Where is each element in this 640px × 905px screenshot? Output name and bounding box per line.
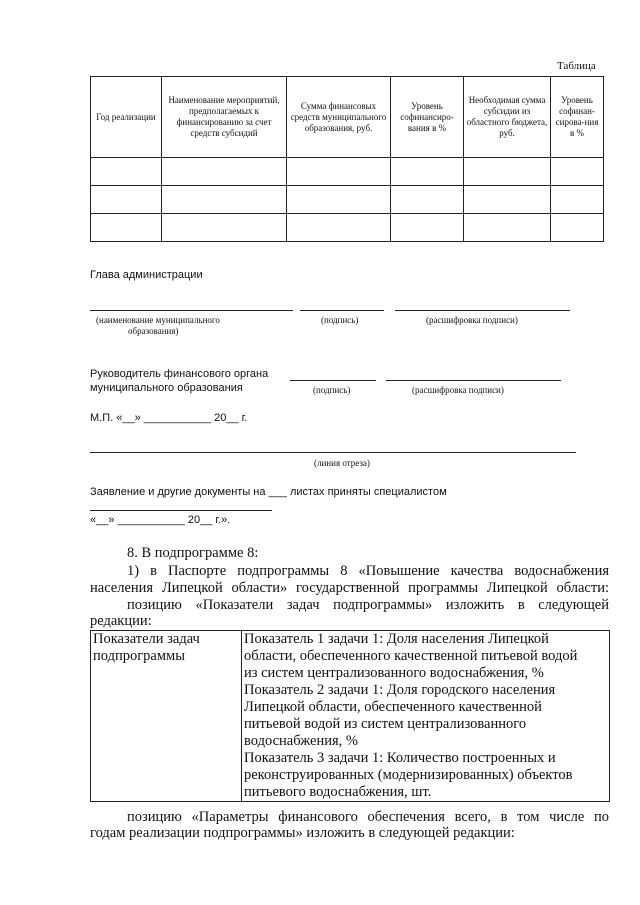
table-row — [91, 631, 610, 802]
stamp-date: М.П. «__» ___________ 20__ г. — [90, 412, 248, 424]
table-row — [91, 158, 604, 186]
indicators-table — [90, 630, 610, 802]
table-header-row — [91, 77, 604, 158]
paragraph-3-line-1: позицию «Параметры финансового обеспечения всего, в том числе по — [127, 809, 609, 825]
indicator-line: области, обеспеченного качественной питьевой водой — [244, 648, 578, 664]
indicator-line: реконструированных (модернизированных) объектов — [244, 767, 573, 783]
indicators-label-line: подпрограммы — [93, 648, 185, 664]
table-row — [91, 186, 604, 214]
indicator-line: Показатель 1 задачи 1: Доля населения Липецкой — [244, 631, 549, 647]
name-caption: (наименование муниципального — [96, 315, 220, 325]
indicator-line: водоснабжения, % — [244, 733, 358, 749]
header-cell: Сумма финансовых средств муниципального образования, руб. — [287, 77, 391, 158]
indicator-line: Показатель 2 задачи 1: Доля городского населения — [244, 682, 556, 698]
header-cell: Наименование мероприятий, предполагаемых к финансированию за счет средств субсидий — [162, 77, 287, 158]
cut-caption: (линия отреза) — [314, 458, 370, 468]
paragraph-1-line-2: населения Липецкой области» государственной программы Липецкой области: — [90, 580, 609, 596]
indicator-line: из систем централизованного водоснабжения, % — [244, 665, 544, 681]
indicator-line: Показатель 3 задачи 1: Количество построенных и — [244, 750, 556, 766]
header-cell: Год реализации — [91, 77, 162, 158]
paragraph-1-line-1: 1) в Паспорте подпрограммы 8 «Повышение качества водоснабжения — [127, 563, 609, 579]
header-cell: Необходимая сумма субсидии из областного бюджета, руб. — [464, 77, 551, 158]
decode-caption: (расшифровка подписи) — [426, 315, 518, 325]
paragraph-3-line-2: годам реализации подпрограммы» изложить в следующей редакции: — [90, 825, 515, 841]
signature-line — [300, 310, 384, 311]
fin-officer-title: Руководитель финансового органа — [90, 368, 269, 380]
table-row — [91, 214, 604, 242]
fin-signature-line — [290, 380, 376, 381]
item-8-heading: 8. В подпрограмме 8: — [127, 545, 259, 561]
head-title: Глава администрации — [90, 269, 203, 281]
table-caption: Таблица — [557, 60, 596, 72]
subsidy-table — [90, 76, 604, 242]
cut-line — [90, 452, 576, 453]
name-line — [90, 310, 293, 311]
decode-line — [395, 310, 570, 311]
name-caption-2: образования) — [128, 326, 179, 336]
indicators-values-cell — [242, 631, 610, 802]
paragraph-2-line-1: позицию «Показатели задач подпрограммы» изложить в следующей — [127, 597, 609, 613]
indicator-line: питьевого водоснабжения, шт. — [244, 784, 432, 800]
indicator-line: питьевой водой из систем централизованного — [244, 716, 527, 732]
indicators-label-cell — [91, 631, 242, 802]
indicators-label-line: Показатели задач — [93, 631, 200, 647]
signature-caption: (подпись) — [321, 315, 359, 325]
fin-decode-caption: (расшифровка подписи) — [412, 385, 504, 395]
header-cell: Уровень софинансиро-вания в % — [391, 77, 464, 158]
fin-decode-line — [386, 380, 561, 381]
statement-text: Заявление и другие документы на ___ листах приняты специалистом — [90, 486, 447, 498]
fin-officer-title-2: муниципального образования — [90, 382, 243, 394]
header-cell: Уровень софинан-сирова-ния в % — [551, 77, 604, 158]
specialist-line — [90, 510, 272, 511]
paragraph-2-line-2: редакции: — [90, 613, 152, 629]
fin-signature-caption: (подпись) — [313, 385, 351, 395]
indicator-line: Липецкой области, обеспеченного качественной — [244, 699, 542, 715]
accept-date: «__» ___________ 20__ г.». — [90, 514, 231, 526]
